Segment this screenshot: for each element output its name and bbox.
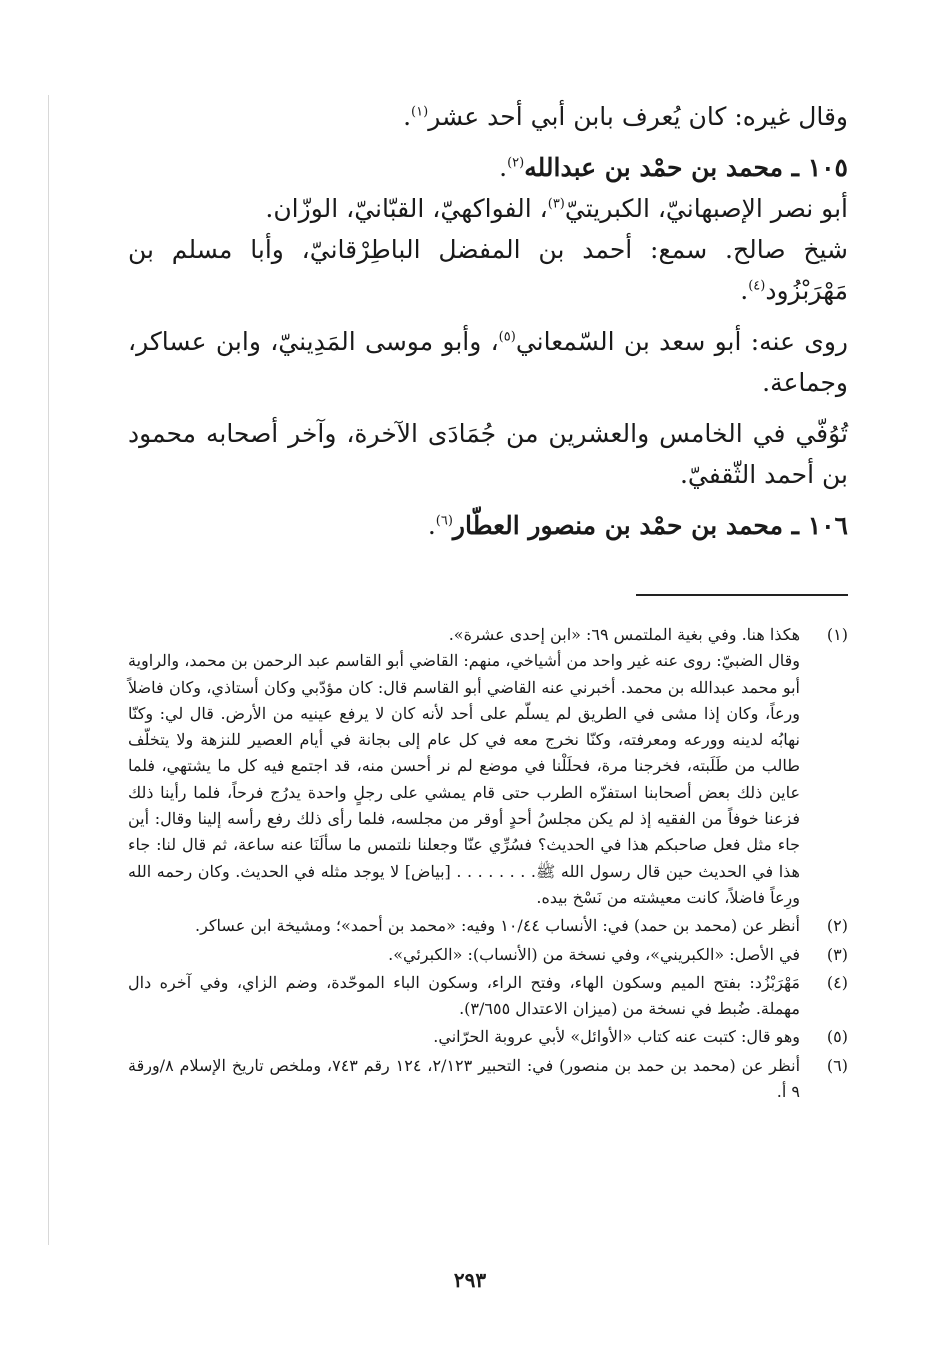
death-text: تُوُفّي في الخامس والعشرين من جُمَادَى الآخرة، وآخر أصحابه محمود بن أحمد الثّقفيّ. xyxy=(128,419,848,489)
footnote-paragraph: أنظر عن (محمد بن حمد) في: الأنساب ١٠/٤٤ وفيه: «محمد بن أحمد»؛ ومشيخة ابن عساكر. xyxy=(195,916,800,936)
footnote-number: (١) xyxy=(826,625,848,644)
footnote-5 xyxy=(128,1024,848,1050)
footnote-body xyxy=(128,1024,800,1050)
scan-edge-line xyxy=(48,95,49,1245)
kunya-text-b: ، الفواكهيّ، القبّانيّ، الوزّان. xyxy=(265,194,548,223)
kunya-text-a: أبو نصر الإصبهانيّ، الكبريتيّ xyxy=(564,194,848,223)
footnote-body xyxy=(128,1053,800,1106)
period: . xyxy=(740,276,749,305)
footnote-number: (٦) xyxy=(826,1055,848,1075)
period: . xyxy=(427,511,436,540)
footnote-1 xyxy=(128,622,848,911)
teachers-text: شيخ صالح. سمع: أحمد بن المفضل الباطِرْقانيّ، وأبا مسلم بن مَهْرَبْزُود xyxy=(128,235,848,305)
footnote-paragraph: هكذا هنا. وفي بغية الملتمس ٦٩: «ابن إحدى عشرة». xyxy=(448,625,800,644)
period: . xyxy=(403,102,412,131)
footnote-ref-6[interactable]: (٦) xyxy=(435,513,453,529)
footnote-paragraph: أنظر عن (محمد بن حمد بن منصور) في: التحبير ٢/١٢٣، ١٢٤ رقم ٧٤٣، وملخص تاريخ الإسلام ٨/ورقة ٩ أ. xyxy=(128,1055,801,1102)
entry-105-title: ١٠٥ ـ محمد بن حمْد بن عبدالله xyxy=(524,153,848,182)
entry-106-title: ١٠٦ ـ محمد بن حمْد بن منصور العطّار xyxy=(452,511,848,540)
footnote-body xyxy=(128,913,800,939)
entry-106-heading xyxy=(128,505,848,546)
footnote-4 xyxy=(128,970,848,1023)
footnote-body xyxy=(128,942,800,968)
period: . xyxy=(499,153,508,182)
footnote-paragraph: في الأصل: «الكبريني»، وفي نسخة من (الأنساب): «الكبرئي». xyxy=(388,944,800,964)
footnote-3 xyxy=(128,942,848,968)
entry-105-heading xyxy=(128,147,848,188)
kunya-line xyxy=(128,188,848,229)
main-text xyxy=(128,96,848,546)
footnote-ref-3[interactable]: (٣) xyxy=(547,196,565,212)
footnote-ref-5[interactable]: (٥) xyxy=(498,329,516,345)
footnote-2 xyxy=(128,913,848,939)
quote-text: وقال غيره: كان يُعرف بابن أبي أحد عشر xyxy=(428,102,848,131)
footnote-number: (٣) xyxy=(826,944,848,964)
page-number: ٢٩٣ xyxy=(453,1268,487,1292)
footnote-body xyxy=(128,970,800,1023)
footnote-ref-2[interactable]: (٢) xyxy=(507,155,525,171)
footnote-paragraph: مَهْرَبْزُد: بفتح الميم وسكون الهاء، وفتح الراء، وسكون الباء الموحّدة، وضم الزاي، وفي آخره دال مهملة. ضُبط في نسخة من (ميزان الاعتدال ٣/٦٥٥). xyxy=(128,972,800,1019)
death-paragraph xyxy=(128,413,848,495)
footnote-paragraph: وهو قال: كتبت عنه كتاب «الأوائل» لأبي عروبة الحرّاني. xyxy=(433,1027,800,1047)
footnote-body xyxy=(128,622,800,911)
students-text-b: ، وأبو موسى المَدِينيّ، وابن عساكر، وجماعة. xyxy=(128,327,848,397)
footnote-ref-4[interactable]: (٤) xyxy=(748,278,766,294)
footnote-number: (٥) xyxy=(826,1027,848,1047)
footnote-number: (٤) xyxy=(826,972,848,992)
footnote-separator xyxy=(636,594,848,596)
footnotes xyxy=(128,622,848,1107)
quote-line xyxy=(128,96,848,137)
footnote-paragraph: وقال الضبيّ: روى عنه غير واحد من أشياخي، منهم: القاضي أبو القاسم عبد الرحمن بن محمد، والراوية أبو محمد عبدالله بن محمد. أخبرني عنه القاضي أبو القاسم قال: كان مؤدّبي وكان أستاذي، وكان فاضلاً ورعاً، وكان إذا مشى في الطريق لم يسلّم على أحد لأنه كان لا يرفع عينيه من الأرض. قال لي: وكنّا نهابُه لدينه وورعه ومعرفته، وكنّا نخرج معه في كل عام إلى بجانة في أيام العصير للنزهة ولا يتخلّف طالب من طَلَبته، فخرجنا مرة، فحلَلْنا في موضع لم نر أحسن منه، قد اجتمع فيه كل ما يشتهي، فلما عاين ذلك بعض أصحابنا استفزّه الطرب حتى قام يمشي على رجلٍ واحدة يدرُج فرحاً، فلما رأينا ذلك فزعنا خوفاً من الفقيه إذ لم يكن مجلسُ أحدٍ أوقر من مجلسه، فلما رأى ذلك رفع رأسه إلينا وقال: أين جاء مثل فعل صاحبكم هذا في الحديث؟ فسُرِّي عنّا وجعلنا نلتمس ما سألَنَا عنه ساعة، ثم قال لنا: جاء هذا في الحديث حين قال رسول الله ﷺ. . . . . . . . [بياض] لا يوجد مثله في الحديث. وكان رحمه الله ورِعاً فاضلاً، كانت معيشته من نَسْخ بيده. xyxy=(128,651,800,907)
footnote-ref-1[interactable]: (١) xyxy=(411,104,429,120)
footnote-6 xyxy=(128,1053,848,1106)
students-paragraph xyxy=(128,321,848,403)
students-text-a: روى عنه: أبو سعد بن السّمعاني xyxy=(515,327,848,356)
footnote-number: (٢) xyxy=(826,916,848,936)
teachers-paragraph xyxy=(128,229,848,311)
